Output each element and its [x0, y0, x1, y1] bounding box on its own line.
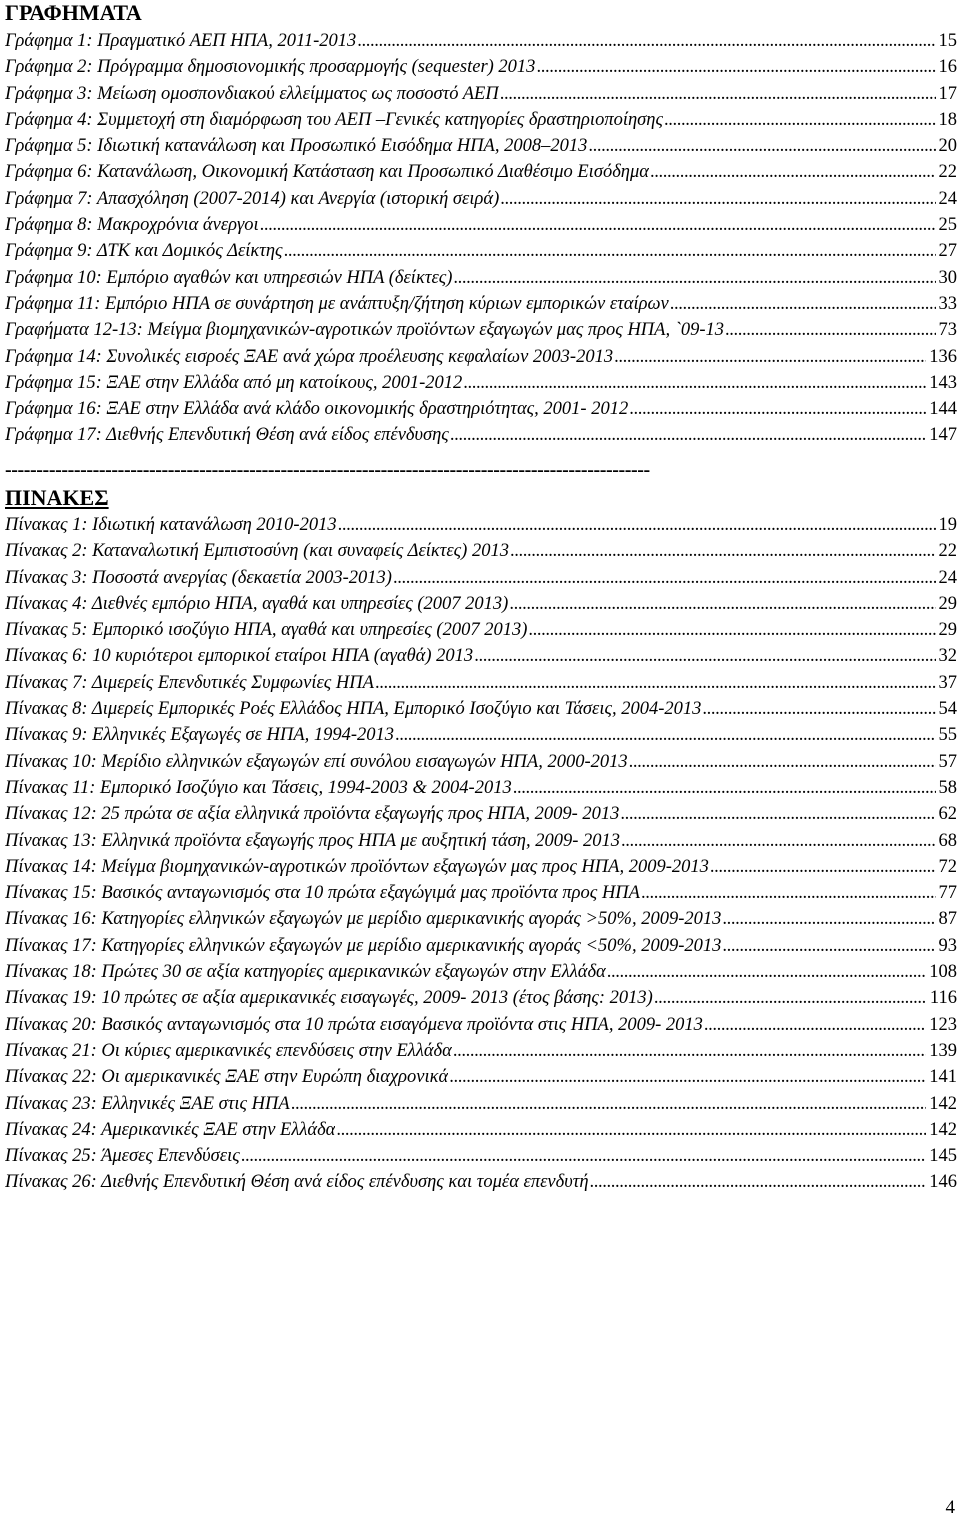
toc-entry-page: 29	[938, 593, 957, 614]
toc-leader-dots	[337, 512, 936, 538]
toc-entry-title: Γράφημα 4: Συμμετοχή στη διαμόρφωση του ΑΕΠ –Γενικές κατηγορίες δραστηριοποίησης	[5, 109, 663, 130]
toc-entry[interactable]	[5, 1064, 957, 1090]
toc-entry-page: 18	[938, 109, 957, 130]
toc-entry[interactable]	[5, 28, 957, 54]
toc-entry-page: 54	[938, 699, 957, 720]
toc-entry-page: 29	[938, 620, 957, 641]
toc-entry[interactable]	[5, 643, 957, 669]
toc-leader-dots	[589, 1169, 927, 1195]
toc-leader-dots	[527, 617, 935, 643]
toc-entry[interactable]	[5, 159, 957, 185]
toc-leader-dots	[448, 1064, 926, 1090]
toc-entry-title: Γράφημα 16: ΞΑΕ στην Ελλάδα ανά κλάδο οικονομικής δραστηριότητας, 2001- 2012	[5, 399, 629, 420]
toc-entry[interactable]	[5, 538, 957, 564]
toc-entry-title: Πίνακας 23: Ελληνικές ΞΑΕ στις ΗΠΑ	[5, 1093, 290, 1114]
toc-entry-page: 30	[938, 267, 957, 288]
graphs-heading: ΓΡΑΦΗΜΑΤΑ	[5, 0, 142, 25]
toc-entry-title: Γράφημα 10: Εμπόριο αγαθών και υπηρεσιών ΗΠΑ (δείκτες)	[5, 267, 453, 288]
toc-leader-dots	[374, 670, 936, 696]
toc-entry[interactable]	[5, 1117, 957, 1143]
section-separator: -------------------------------------------------------------------------------------------------------	[5, 459, 650, 481]
toc-leader-dots	[356, 28, 935, 54]
toc-entry-title: Πίνακας 2: Καταναλωτική Εμπιστοσύνη (και συναφείς Δείκτες) 2013	[5, 541, 509, 562]
toc-leader-dots	[613, 344, 926, 370]
toc-leader-dots	[640, 880, 936, 906]
toc-entry-title: Πίνακας 3: Ποσοστά ανεργίας (δεκαετία 2003-2013)	[5, 567, 392, 588]
toc-entry[interactable]	[5, 933, 957, 959]
toc-entry-page: 25	[938, 215, 957, 236]
toc-entry-title: Πίνακας 1: Ιδιωτική κατανάλωση 2010-2013	[5, 515, 337, 535]
toc-entry[interactable]	[5, 1038, 957, 1064]
toc-entry[interactable]	[5, 1012, 957, 1038]
toc-leader-dots	[290, 1091, 927, 1117]
toc-entry-page: 27	[938, 241, 957, 262]
toc-leader-dots	[452, 1038, 926, 1064]
toc-leader-dots	[703, 1012, 926, 1038]
toc-entry-page: 142	[929, 1093, 957, 1114]
toc-leader-dots	[721, 906, 935, 932]
toc-entry-page: 37	[938, 672, 957, 693]
toc-entry[interactable]	[5, 880, 957, 906]
toc-leader-dots	[462, 370, 926, 396]
toc-leader-dots	[499, 186, 935, 212]
toc-entry-title: Πίνακας 11: Εμπορικό Ισοζύγιο και Τάσεις, 1994-2003 & 2004-2013	[5, 777, 512, 798]
toc-entry[interactable]	[5, 396, 957, 422]
toc-entry-title: Πίνακας 25: Άμεσες Επενδύσεις	[5, 1146, 240, 1167]
toc-entry-title: Γράφημα 9: ΔΤΚ και Δομικός Δείκτης	[5, 241, 283, 262]
toc-entry-title: Πίνακας 20: Βασικός ανταγωνισμός στα 10 πρώτα εισαγόμενα προϊόντα στις ΗΠΑ, 2009- 2013	[5, 1014, 703, 1035]
toc-leader-dots	[452, 265, 935, 291]
toc-leader-dots	[473, 643, 935, 669]
toc-entry-title: Γράφημα 2: Πρόγραμμα δημοσιονομικής προσαρμογής (sequester) 2013	[5, 57, 536, 78]
toc-entry-page: 58	[938, 777, 957, 798]
toc-entry[interactable]	[5, 317, 957, 343]
toc-entry-title: Πίνακας 10: Μερίδιο ελληνικών εξαγωγών επί συνόλου εισαγωγών ΗΠΑ, 2000-2013	[5, 751, 628, 772]
toc-entry[interactable]	[5, 291, 957, 317]
toc-entry-title: Πίνακας 17: Κατηγορίες ελληνικών εξαγωγών με μερίδιο αμερικανικής αγοράς <50%, 2009-2013	[5, 935, 722, 956]
toc-entry-title: Πίνακας 6: 10 κυριότεροι εμπορικοί εταίροι ΗΠΑ (αγαθά) 2013	[5, 646, 474, 667]
toc-entry-page: 16	[938, 57, 957, 78]
toc-entry-title: Πίνακας 5: Εμπορικό ισοζύγιο ΗΠΑ, αγαθά και υπηρεσίες (2007 2013)	[5, 620, 528, 641]
toc-leader-dots	[535, 54, 935, 80]
toc-entry-title: Πίνακας 19: 10 πρώτες σε αξία αμερικανικές εισαγωγές, 2009- 2013 (έτος βάσης: 2013)	[5, 988, 653, 1009]
tables-toc-list	[5, 512, 957, 1196]
toc-leader-dots	[663, 107, 936, 133]
toc-entry-page: 136	[929, 346, 957, 367]
toc-leader-dots	[628, 396, 926, 422]
toc-entry[interactable]	[5, 265, 957, 291]
toc-entry-page: 146	[929, 1172, 957, 1193]
toc-entry-title: Πίνακας 15: Βασικός ανταγωνισμός στα 10 πρώτα εξαγώγιμά μας προϊόντα προς ΗΠΑ	[5, 883, 640, 904]
toc-entry[interactable]	[5, 81, 957, 107]
toc-entry[interactable]	[5, 696, 957, 722]
toc-entry-page: 15	[938, 31, 957, 51]
toc-entry[interactable]	[5, 344, 957, 370]
page-number: 4	[945, 1497, 955, 1518]
toc-entry[interactable]	[5, 54, 957, 80]
toc-entry[interactable]	[5, 370, 957, 396]
toc-entry-title: Γράφημα 15: ΞΑΕ στην Ελλάδα από μη κατοίκους, 2001-2012	[5, 372, 463, 393]
toc-entry[interactable]	[5, 565, 957, 591]
toc-entry-title: Γράφημα 6: Κατανάλωση, Οικονομική Κατάσταση και Προσωπικό Διαθέσιμο Εισόδημα	[5, 162, 649, 183]
toc-leader-dots	[619, 801, 935, 827]
toc-entry-title: Γράφημα 14: Συνολικές εισροές ΞΑΕ ανά χώρα προέλευσης κεφαλαίων 2003-2013	[5, 346, 614, 367]
toc-entry-title: Πίνακας 26: Διεθνής Επενδυτική Θέση ανά είδος επένδυσης και τομέα επενδυτή	[5, 1172, 589, 1193]
toc-entry-page: 93	[938, 935, 957, 956]
toc-entry-title: Πίνακας 13: Ελληνικά προϊόντα εξαγωγής προς ΗΠΑ με αυξητική τάση, 2009- 2013	[5, 830, 621, 851]
toc-leader-dots	[649, 159, 936, 185]
toc-entry-page: 144	[929, 399, 957, 420]
toc-leader-dots	[240, 1143, 927, 1169]
toc-entry-title: Πίνακας 8: Διμερείς Εμπορικές Ροές Ελλάδος ΗΠΑ, Εμπορικό Ισοζύγιο και Τάσεις, 2004-2013	[5, 699, 702, 720]
toc-leader-dots	[499, 81, 936, 107]
toc-entry-title: Γράφημα 11: Εμπόριο ΗΠΑ σε συνάρτηση με ανάπτυξη/ζήτηση κύριων εμπορικών εταίρων	[5, 293, 669, 314]
toc-entry[interactable]	[5, 906, 957, 932]
toc-entry-title: Πίνακας 24: Αμερικανικές ΞΑΕ στην Ελλάδα	[5, 1119, 336, 1140]
toc-entry-page: 77	[938, 883, 957, 904]
toc-leader-dots	[392, 565, 936, 591]
toc-entry-page: 62	[938, 804, 957, 825]
toc-entry[interactable]	[5, 617, 957, 643]
toc-entry[interactable]	[5, 1143, 957, 1169]
toc-entry-page: 116	[929, 988, 957, 1009]
toc-entry-page: 142	[929, 1119, 957, 1140]
toc-entry-title: Πίνακας 18: Πρώτες 30 σε αξία κατηγορίες αμερικανικών εξαγωγών στην Ελλάδα	[5, 962, 606, 983]
toc-entry-page: 139	[929, 1040, 957, 1061]
toc-leader-dots	[721, 933, 935, 959]
toc-entry[interactable]	[5, 801, 957, 827]
toc-leader-dots	[283, 238, 936, 264]
toc-entry[interactable]	[5, 591, 957, 617]
toc-entry-page: 57	[938, 751, 957, 772]
toc-entry-page: 147	[929, 425, 957, 446]
toc-entry-page: 55	[938, 725, 957, 746]
toc-leader-dots	[259, 212, 936, 238]
toc-leader-dots	[724, 317, 935, 343]
graphs-toc-list	[5, 28, 957, 449]
toc-entry-page: 72	[938, 856, 957, 877]
toc-leader-dots	[606, 959, 926, 985]
toc-leader-dots	[669, 291, 936, 317]
toc-entry[interactable]	[5, 985, 957, 1011]
toc-entry-title: Πίνακας 22: Οι αμερικανικές ΞΑΕ στην Ευρώπη διαχρονικά	[5, 1067, 449, 1088]
toc-entry-page: 24	[938, 188, 957, 209]
toc-entry-page: 20	[938, 136, 957, 157]
toc-entry[interactable]	[5, 512, 957, 538]
toc-leader-dots	[709, 854, 936, 880]
toc-entry-page: 22	[938, 162, 957, 183]
toc-entry-page: 108	[929, 962, 957, 983]
toc-entry-page: 32	[938, 646, 957, 667]
toc-leader-dots	[508, 591, 935, 617]
toc-entry-title: Γράφημα 7: Απασχόληση (2007-2014) και Ανεργία (ιστορική σειρά)	[5, 188, 500, 209]
toc-leader-dots	[512, 775, 936, 801]
toc-entry[interactable]	[5, 749, 957, 775]
toc-entry-title: Πίνακας 14: Μείγμα βιομηχανικών-αγροτικών προϊόντων εξαγωγών μας προς ΗΠΑ, 2009-2013	[5, 856, 709, 877]
toc-entry[interactable]	[5, 1169, 957, 1195]
toc-leader-dots	[653, 985, 927, 1011]
toc-entry-title: Πίνακας 7: Διμερείς Επενδυτικές Συμφωνίες ΗΠΑ	[5, 672, 374, 693]
toc-entry-title: Πίνακας 12: 25 πρώτα σε αξία ελληνικά προϊόντα εξαγωγής προς ΗΠΑ, 2009- 2013	[5, 804, 620, 825]
toc-entry-page: 68	[938, 830, 957, 851]
toc-entry-title: Γραφήματα 12-13: Μείγμα βιομηχανικών-αγροτικών προϊόντων εξαγωγών μας προς ΗΠΑ, `09-13	[5, 320, 725, 341]
toc-entry-title: Πίνακας 21: Οι κύριες αμερικανικές επενδύσεις στην Ελλάδα	[5, 1040, 452, 1061]
toc-entry-page: 17	[938, 83, 957, 104]
toc-entry-page: 33	[938, 293, 957, 314]
toc-entry-page: 19	[938, 515, 957, 535]
toc-leader-dots	[449, 422, 926, 448]
toc-entry-page: 123	[929, 1014, 957, 1035]
toc-entry[interactable]	[5, 959, 957, 985]
toc-leader-dots	[335, 1117, 926, 1143]
toc-entry-page: 141	[929, 1067, 957, 1088]
toc-entry[interactable]	[5, 854, 957, 880]
toc-leader-dots	[628, 749, 936, 775]
toc-entry-page: 22	[938, 541, 957, 562]
toc-entry-title: Γράφημα 17: Διεθνής Επενδυτική Θέση ανά είδος επένδυσης	[5, 425, 449, 446]
toc-leader-dots	[394, 722, 935, 748]
toc-entry[interactable]	[5, 722, 957, 748]
toc-entry[interactable]	[5, 670, 957, 696]
toc-entry[interactable]	[5, 107, 957, 133]
toc-entry-title: Πίνακας 16: Κατηγορίες ελληνικών εξαγωγών με μερίδιο αμερικανικής αγοράς >50%, 2009-2013	[5, 909, 722, 930]
toc-entry[interactable]	[5, 828, 957, 854]
toc-entry-title: Γράφημα 3: Μείωση ομοσπονδιακού ελλείμματος ως ποσοστό ΑΕΠ	[5, 83, 499, 104]
tables-heading: ΠΙΝΑΚΕΣ	[5, 485, 109, 510]
toc-entry[interactable]	[5, 775, 957, 801]
toc-entry-title: Πίνακας 9: Ελληνικές Εξαγωγές σε ΗΠΑ, 1994-2013	[5, 725, 395, 746]
toc-entry-title: Γράφημα 1: Πραγματικό ΑΕΠ ΗΠΑ, 2011-2013	[5, 31, 357, 51]
toc-entry-page: 145	[929, 1146, 957, 1167]
toc-entry-title: Γράφημα 5: Ιδιωτική κατανάλωση και Προσωπικό Εισόδημα ΗΠΑ, 2008–2013	[5, 136, 588, 157]
toc-leader-dots	[509, 538, 936, 564]
toc-entry[interactable]	[5, 422, 957, 448]
toc-entry-title: Γράφημα 8: Μακροχρόνια άνεργοι	[5, 215, 259, 236]
toc-entry[interactable]	[5, 238, 957, 264]
toc-entry[interactable]	[5, 212, 957, 238]
toc-entry[interactable]	[5, 186, 957, 212]
toc-entry[interactable]	[5, 1091, 957, 1117]
toc-entry-page: 143	[929, 372, 957, 393]
toc-entry-page: 24	[938, 567, 957, 588]
toc-entry-title: Πίνακας 4: Διεθνές εμπόριο ΗΠΑ, αγαθά και υπηρεσίες (2007 2013)	[5, 593, 509, 614]
toc-entry[interactable]	[5, 133, 957, 159]
toc-entry-page: 87	[938, 909, 957, 930]
toc-leader-dots	[587, 133, 935, 159]
toc-leader-dots	[701, 696, 935, 722]
toc-entry-page: 73	[938, 320, 957, 341]
toc-leader-dots	[620, 828, 935, 854]
